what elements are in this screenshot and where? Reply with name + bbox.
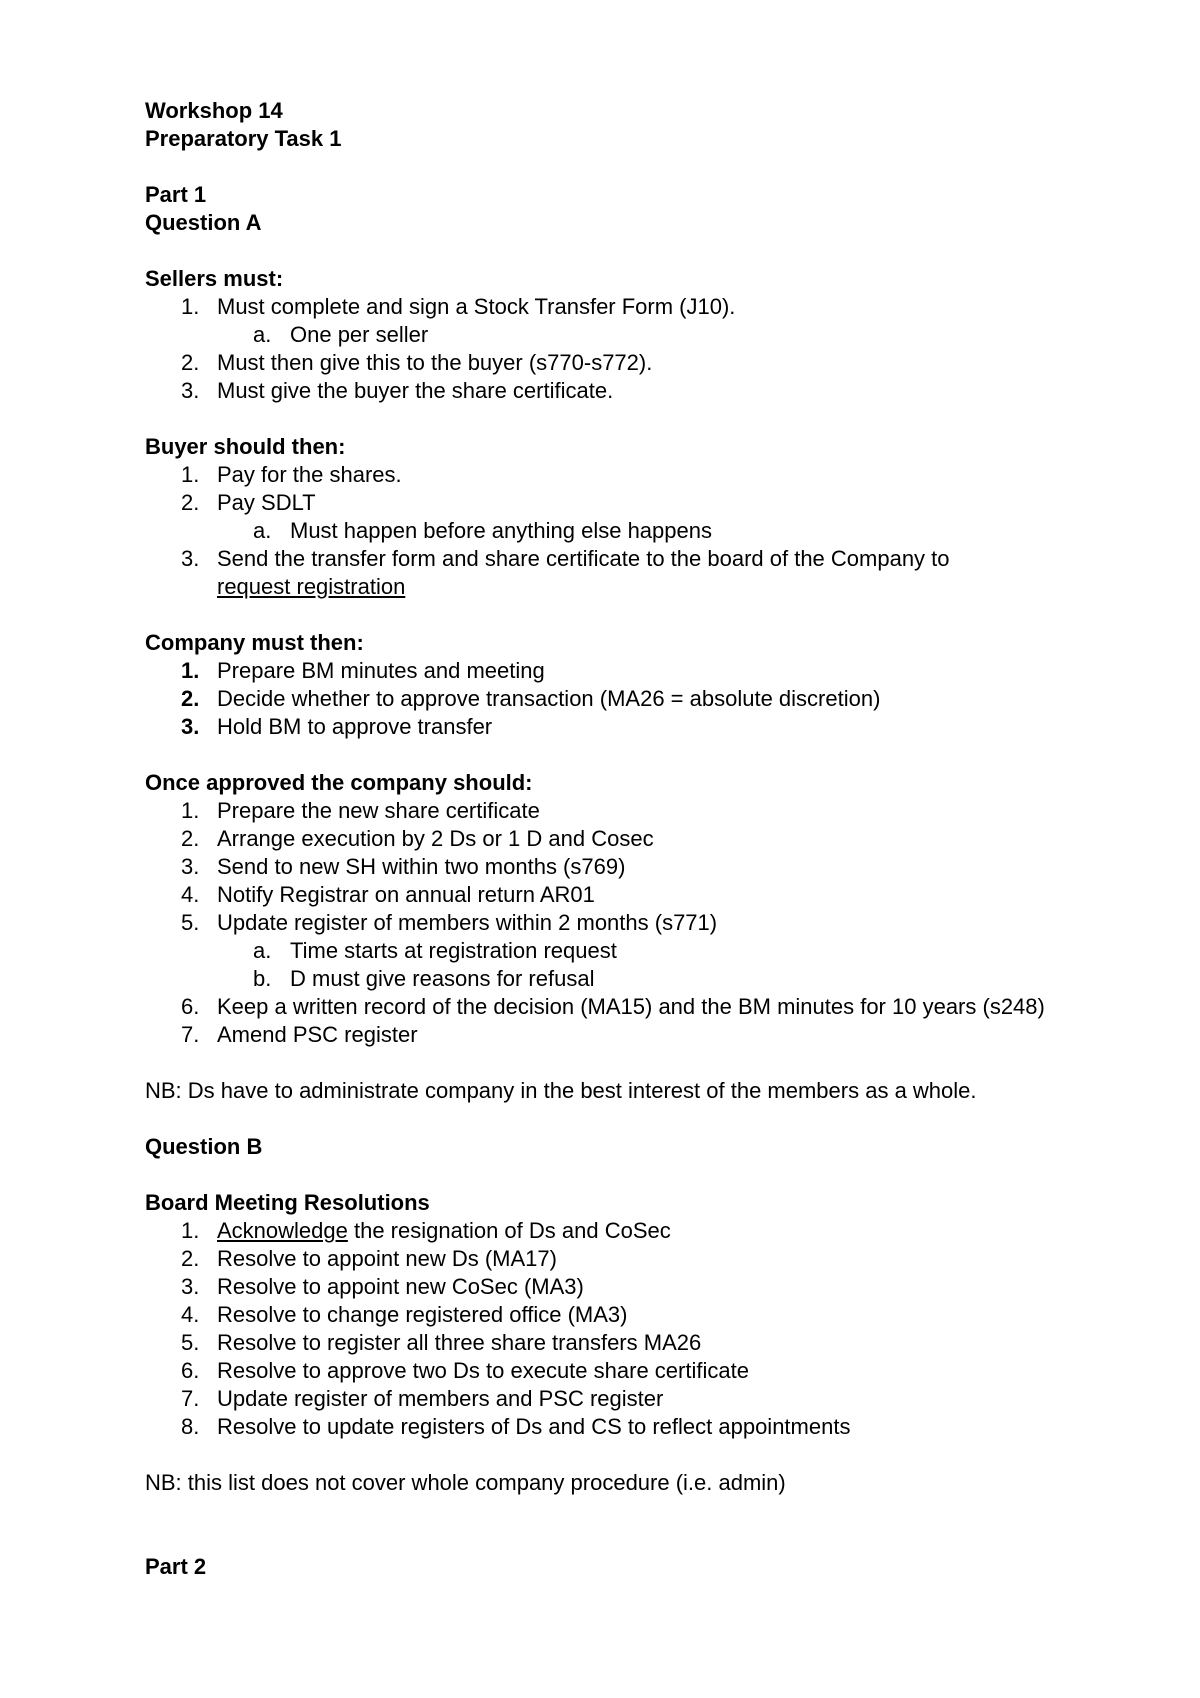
list-item: 2. Pay SDLT [181, 490, 316, 515]
part1-heading: Part 1 [145, 182, 207, 207]
document-page [145, 97, 1075, 1581]
list-item: 1. Acknowledge the resignation of Ds and CoSec [181, 1218, 671, 1243]
underlined-text: Acknowledge [217, 1218, 348, 1243]
part2-heading: Part 2 [145, 1554, 207, 1579]
list-subitem: a. Must happen before anything else happens [253, 518, 712, 543]
question-a-heading: Question A [145, 210, 262, 235]
approved-heading: Once approved the company should: [145, 770, 533, 795]
question-b-heading: Question B [145, 1134, 263, 1159]
list-item: 1. Prepare the new share certificate [181, 798, 540, 823]
list-item: 7. Update register of members and PSC register [181, 1386, 664, 1411]
document-title: Workshop 14 [145, 98, 283, 123]
list-item: 7. Amend PSC register [181, 1022, 418, 1047]
list-item: 1. Must complete and sign a Stock Transfer Form (J10). [181, 294, 736, 319]
list-item: 5. Resolve to register all three share transfers MA26 [181, 1330, 702, 1355]
list-item: 2. Arrange execution by 2 Ds or 1 D and Cosec [181, 826, 654, 851]
list-item: 4. Notify Registrar on annual return AR01 [181, 882, 595, 907]
list-subitem: b. D must give reasons for refusal [253, 966, 595, 991]
document-subtitle: Preparatory Task 1 [145, 126, 342, 151]
company-heading: Company must then: [145, 630, 364, 655]
list-item: 5. Update register of members within 2 months (s771) [181, 910, 718, 935]
note-text: NB: this list does not cover whole company procedure (i.e. admin) [145, 1470, 786, 1495]
list-item: 3. Hold BM to approve transfer [181, 714, 493, 739]
list-item: 3. Send to new SH within two months (s769) [181, 854, 626, 879]
list-item: 6. Resolve to approve two Ds to execute share certificate [181, 1358, 749, 1383]
list-item: 3. Must give the buyer the share certificate. [181, 378, 614, 403]
underlined-text: request registration [217, 574, 406, 599]
list-item: 8. Resolve to update registers of Ds and CS to reflect appointments [181, 1414, 851, 1439]
list-subitem: a. Time starts at registration request [253, 938, 617, 963]
list-item: 2. Must then give this to the buyer (s770-s772). [181, 350, 653, 375]
list-item: 2. Decide whether to approve transaction (MA26 = absolute discretion) [181, 686, 881, 711]
board-heading: Board Meeting Resolutions [145, 1190, 430, 1215]
list-item: 3. Send the transfer form and share certificate to the board of the Company to request registration [181, 546, 950, 599]
list-item: 4. Resolve to change registered office (MA3) [181, 1302, 628, 1327]
list-item: 3. Resolve to appoint new CoSec (MA3) [181, 1274, 584, 1299]
list-item: 1. Pay for the shares. [181, 462, 402, 487]
list-subitem: a. One per seller [253, 322, 429, 347]
buyer-heading: Buyer should then: [145, 434, 346, 459]
note-text: NB: Ds have to administrate company in the best interest of the members as a whole. [145, 1078, 977, 1103]
sellers-heading: Sellers must: [145, 266, 284, 291]
list-item: 1. Prepare BM minutes and meeting [181, 658, 545, 683]
list-item: 6. Keep a written record of the decision (MA15) and the BM minutes for 10 years (s248) [181, 994, 1045, 1019]
list-item: 2. Resolve to appoint new Ds (MA17) [181, 1246, 557, 1271]
